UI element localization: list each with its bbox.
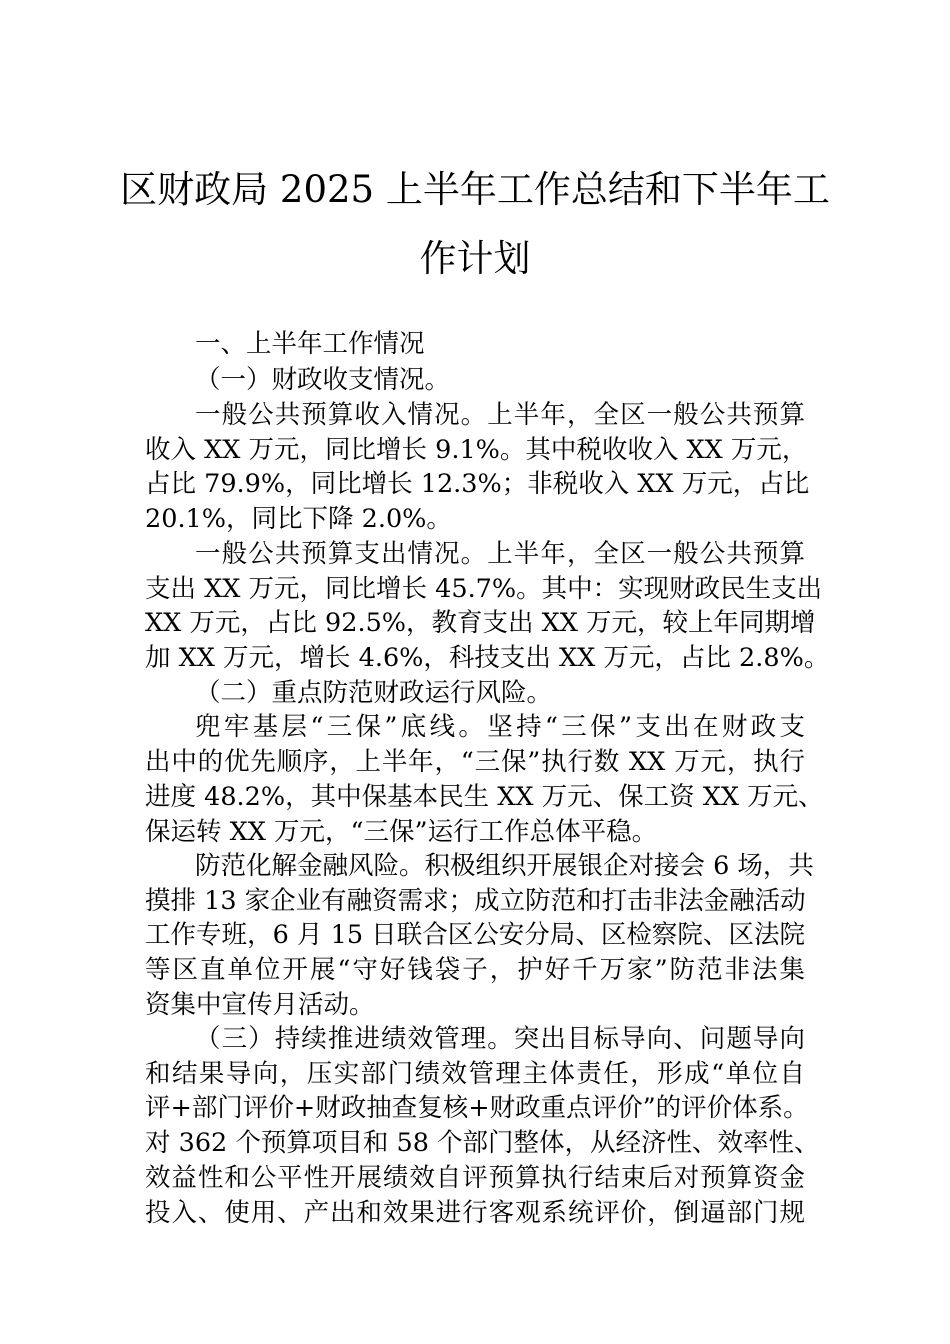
paragraph-line: 评+部门评价+财政抽查复核+财政重点评价”的评价体系。 [145, 1093, 809, 1123]
paragraph-line: 保运转 XX 万元，“三保”运行工作总体平稳。 [145, 817, 658, 847]
paragraph-line: 占比 79.9%，同比增长 12.3%；非税收入 XX 万元，占比 [145, 469, 810, 499]
paragraph-line: 摸排 13 家企业有融资需求；成立防范和打击非法金融活动 [145, 886, 806, 916]
section-heading-1: 一、上半年工作情况 [195, 329, 425, 359]
document-title-line-1: 区财政局 2025 上半年工作总结和下半年工 [120, 168, 830, 211]
paragraph-line: 投入、使用、产出和效果进行客观系统评价，倒逼部门规 [145, 1198, 805, 1228]
paragraph-line: 兜牢基层“三保”底线。坚持“三保”支出在财政支 [195, 712, 805, 742]
paragraph-line: 工作专班，6 月 15 日联合区公安分局、区检察院、区法院 [145, 920, 805, 950]
subsection-heading-2: （二）重点防范财政运行风险。 [195, 678, 553, 708]
paragraph-line: 和结果导向，压实部门绩效管理主体责任，形成“单位自 [145, 1059, 805, 1089]
paragraph-line: 资集中宣传月活动。 [145, 990, 375, 1020]
paragraph-line: 一般公共预算收入情况。上半年，全区一般公共预算 [195, 400, 805, 430]
paragraph-line: 20.1%，同比下降 2.0%。 [145, 504, 452, 534]
subsection-heading-1: （一）财政收支情况。 [195, 365, 451, 395]
paragraph-line: 出中的优先顺序，上半年，“三保”执行数 XX 万元，执行 [145, 747, 805, 777]
paragraph-line: 防范化解金融风险。积极组织开展银企对接会 6 场，共 [195, 851, 814, 881]
paragraph-line: 一般公共预算支出情况。上半年，全区一般公共预算 [195, 539, 805, 569]
paragraph-line: 收入 XX 万元，同比增长 9.1%。其中税收收入 XX 万元， [145, 435, 808, 465]
paragraph-line: 进度 48.2%，其中保基本民生 XX 万元、保工资 XX 万元、 [145, 782, 824, 812]
paragraph-line: XX 万元，占比 92.5%，教育支出 XX 万元，较上年同期增 [145, 608, 816, 638]
paragraph-line: （三）持续推进绩效管理。突出目标导向、问题导向 [195, 1024, 805, 1054]
paragraph-line: 加 XX 万元，增长 4.6%，科技支出 XX 万元，占比 2.8%。 [145, 643, 830, 673]
paragraph-line: 效益性和公平性开展绩效自评预算执行结束后对预算资金 [145, 1163, 805, 1193]
paragraph-line: 对 362 个预算项目和 58 个部门整体，从经济性、效率性、 [145, 1128, 820, 1158]
paragraph-line: 等区直单位开展“守好钱袋子，护好千万家”防范非法集 [145, 955, 805, 985]
paragraph-line: 支出 XX 万元，同比增长 45.7%。其中：实现财政民生支出 [145, 574, 823, 604]
document-title-line-2: 作计划 [419, 237, 531, 280]
